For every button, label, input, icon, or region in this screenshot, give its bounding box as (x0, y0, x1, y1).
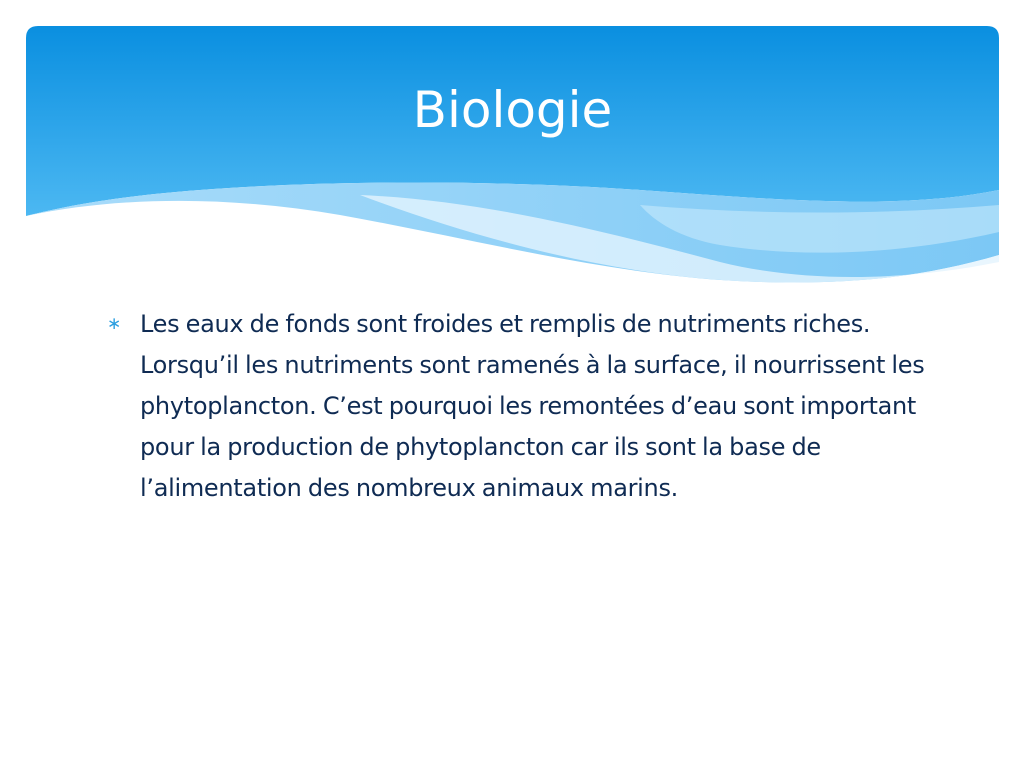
slide-body (104, 304, 944, 509)
slide-title: Biologie (412, 81, 613, 139)
bullet-item (104, 304, 944, 509)
asterisk-bullet-icon: ∗ (107, 314, 122, 334)
bullet-text: Les eaux de fonds sont froides et remplis de nutriments riches. Lorsqu’il les nutriments sont ramenés à la surface, il nourrissent les phytoplancton. C’est pourquoi les remontées d’eau sont important pour la production de phytoplancton car ils sont la base de l’alimentation des nombreux animaux marins. (140, 310, 925, 502)
header-wave-banner (0, 0, 1024, 300)
